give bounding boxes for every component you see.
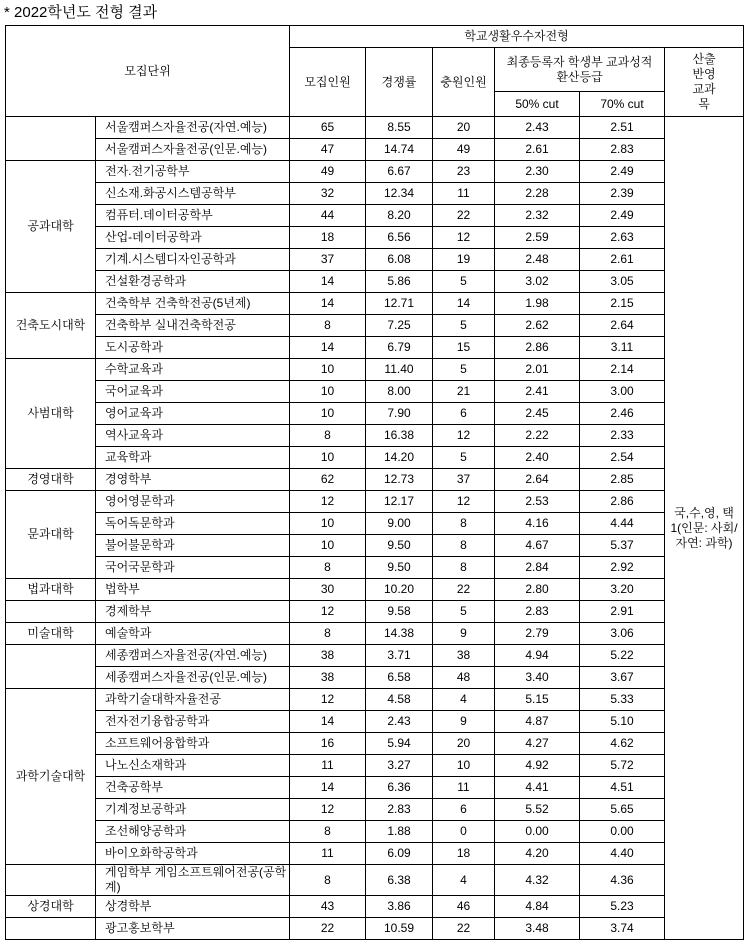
department-cell: 산업-데이터공학과 [96, 227, 290, 249]
table-row [6, 733, 744, 755]
ratio-cell: 9.50 [366, 535, 433, 557]
quota-cell: 22 [290, 918, 366, 940]
table-row [6, 293, 744, 315]
table-row [6, 777, 744, 799]
table-row [6, 645, 744, 667]
header-extra: 충원인원 [433, 48, 495, 117]
cut70-cell: 2.91 [580, 601, 665, 623]
extra-cell: 5 [433, 359, 495, 381]
cut50-cell: 4.87 [495, 711, 580, 733]
quota-cell: 38 [290, 645, 366, 667]
cut50-cell: 2.01 [495, 359, 580, 381]
department-cell: 건설환경공학과 [96, 271, 290, 293]
cut50-cell: 2.62 [495, 315, 580, 337]
cut50-cell: 2.41 [495, 381, 580, 403]
table-row [6, 381, 744, 403]
quota-cell: 8 [290, 557, 366, 579]
department-cell: 과학기술대학자율전공 [96, 689, 290, 711]
extra-cell: 8 [433, 513, 495, 535]
ratio-cell: 1.88 [366, 821, 433, 843]
college-cell [6, 865, 96, 896]
quota-cell: 49 [290, 161, 366, 183]
extra-cell: 12 [433, 491, 495, 513]
extra-cell: 49 [433, 139, 495, 161]
admission-results-table [5, 25, 744, 940]
quota-cell: 14 [290, 711, 366, 733]
cut70-cell: 2.54 [580, 447, 665, 469]
cut50-cell: 4.27 [495, 733, 580, 755]
extra-cell: 21 [433, 381, 495, 403]
table-row [6, 359, 744, 381]
ratio-cell: 12.17 [366, 491, 433, 513]
extra-cell: 37 [433, 469, 495, 491]
cut50-cell: 2.83 [495, 601, 580, 623]
quota-cell: 32 [290, 183, 366, 205]
extra-cell: 19 [433, 249, 495, 271]
cut70-cell: 4.62 [580, 733, 665, 755]
header-track: 학교생활우수자전형 [290, 26, 744, 48]
cut50-cell: 2.64 [495, 469, 580, 491]
department-cell: 법학부 [96, 579, 290, 601]
cut50-cell: 4.41 [495, 777, 580, 799]
department-cell: 국어국문학과 [96, 557, 290, 579]
cut50-cell: 2.61 [495, 139, 580, 161]
cut50-cell: 2.59 [495, 227, 580, 249]
department-cell: 건축공학부 [96, 777, 290, 799]
department-cell: 기계정보공학과 [96, 799, 290, 821]
table-row [6, 491, 744, 513]
college-cell [6, 601, 96, 623]
table-row [6, 896, 744, 918]
ratio-cell: 12.71 [366, 293, 433, 315]
cut70-cell: 5.65 [580, 799, 665, 821]
department-cell: 세종캠퍼스자율전공(인문.예능) [96, 667, 290, 689]
cut70-cell: 2.64 [580, 315, 665, 337]
header-cut50: 50% cut [495, 92, 580, 117]
extra-cell: 5 [433, 447, 495, 469]
extra-cell: 22 [433, 579, 495, 601]
table-row [6, 249, 744, 271]
ratio-cell: 6.38 [366, 865, 433, 896]
quota-cell: 12 [290, 601, 366, 623]
quota-cell: 8 [290, 821, 366, 843]
quota-cell: 14 [290, 293, 366, 315]
quota-cell: 37 [290, 249, 366, 271]
quota-cell: 43 [290, 896, 366, 918]
quota-cell: 18 [290, 227, 366, 249]
extra-cell: 5 [433, 601, 495, 623]
table-row [6, 865, 744, 896]
cut70-cell: 2.83 [580, 139, 665, 161]
department-cell: 예술학과 [96, 623, 290, 645]
extra-cell: 6 [433, 403, 495, 425]
department-cell: 전자전기융합공학과 [96, 711, 290, 733]
cut50-cell: 5.52 [495, 799, 580, 821]
header-grade: 최종등록자 학생부 교과성적 환산등급 [495, 48, 665, 92]
cut50-cell: 4.94 [495, 645, 580, 667]
college-cell: 경영대학 [6, 469, 96, 491]
cut70-cell: 3.05 [580, 271, 665, 293]
table-row [6, 403, 744, 425]
ratio-cell: 5.94 [366, 733, 433, 755]
cut70-cell: 4.36 [580, 865, 665, 896]
ratio-cell: 16.38 [366, 425, 433, 447]
ratio-cell: 6.36 [366, 777, 433, 799]
college-cell [6, 645, 96, 689]
cut70-cell: 5.37 [580, 535, 665, 557]
ratio-cell: 14.20 [366, 447, 433, 469]
ratio-cell: 2.83 [366, 799, 433, 821]
cut70-cell: 2.92 [580, 557, 665, 579]
cut50-cell: 2.30 [495, 161, 580, 183]
quota-cell: 14 [290, 271, 366, 293]
ratio-cell: 8.00 [366, 381, 433, 403]
cut50-cell: 5.15 [495, 689, 580, 711]
ratio-cell: 9.50 [366, 557, 433, 579]
ratio-cell: 14.38 [366, 623, 433, 645]
cut50-cell: 3.48 [495, 918, 580, 940]
ratio-cell: 6.79 [366, 337, 433, 359]
cut70-cell: 2.15 [580, 293, 665, 315]
table-row [6, 183, 744, 205]
quota-cell: 10 [290, 359, 366, 381]
department-cell: 국어교육과 [96, 381, 290, 403]
cut50-cell: 4.32 [495, 865, 580, 896]
quota-cell: 14 [290, 777, 366, 799]
ratio-cell: 6.56 [366, 227, 433, 249]
cut50-cell: 0.00 [495, 821, 580, 843]
extra-cell: 12 [433, 425, 495, 447]
cut50-cell: 4.92 [495, 755, 580, 777]
quota-cell: 10 [290, 535, 366, 557]
extra-cell: 46 [433, 896, 495, 918]
table-row [6, 623, 744, 645]
ratio-cell: 7.25 [366, 315, 433, 337]
cut50-cell: 2.84 [495, 557, 580, 579]
table-row [6, 843, 744, 865]
cut70-cell: 3.67 [580, 667, 665, 689]
department-cell: 기계.시스템디자인공학과 [96, 249, 290, 271]
table-row [6, 689, 744, 711]
quota-cell: 14 [290, 337, 366, 359]
table-row [6, 799, 744, 821]
table-row [6, 161, 744, 183]
department-cell: 건축학부 건축학전공(5년제) [96, 293, 290, 315]
cut70-cell: 2.63 [580, 227, 665, 249]
ratio-cell: 14.74 [366, 139, 433, 161]
cut50-cell: 2.48 [495, 249, 580, 271]
ratio-cell: 7.90 [366, 403, 433, 425]
quota-cell: 12 [290, 799, 366, 821]
quota-cell: 8 [290, 425, 366, 447]
quota-cell: 8 [290, 623, 366, 645]
department-cell: 컴퓨터.데이터공학부 [96, 205, 290, 227]
quota-cell: 16 [290, 733, 366, 755]
department-cell: 영어영문학과 [96, 491, 290, 513]
ratio-cell: 9.58 [366, 601, 433, 623]
quota-cell: 11 [290, 843, 366, 865]
cut70-cell: 2.86 [580, 491, 665, 513]
table-row [6, 315, 744, 337]
table-row [6, 755, 744, 777]
cut50-cell: 4.20 [495, 843, 580, 865]
ratio-cell: 3.86 [366, 896, 433, 918]
table-row [6, 271, 744, 293]
extra-cell: 14 [433, 293, 495, 315]
header-unit: 모집단위 [6, 26, 290, 117]
cut70-cell: 5.22 [580, 645, 665, 667]
quota-cell: 10 [290, 513, 366, 535]
extra-cell: 4 [433, 865, 495, 896]
quota-cell: 47 [290, 139, 366, 161]
cut50-cell: 2.45 [495, 403, 580, 425]
quota-cell: 10 [290, 381, 366, 403]
department-cell: 경영학부 [96, 469, 290, 491]
header-ratio: 경쟁률 [366, 48, 433, 117]
quota-cell: 11 [290, 755, 366, 777]
extra-cell: 15 [433, 337, 495, 359]
cut70-cell: 3.00 [580, 381, 665, 403]
cut50-cell: 2.32 [495, 205, 580, 227]
ratio-cell: 12.34 [366, 183, 433, 205]
cut50-cell: 3.02 [495, 271, 580, 293]
quota-cell: 8 [290, 315, 366, 337]
header-subjects: 산출 반영 교과목 [665, 48, 744, 117]
ratio-cell: 9.00 [366, 513, 433, 535]
ratio-cell: 6.67 [366, 161, 433, 183]
department-cell: 독어독문학과 [96, 513, 290, 535]
cut70-cell: 5.23 [580, 896, 665, 918]
department-cell: 세종캠퍼스자율전공(자연.예능) [96, 645, 290, 667]
cut50-cell: 4.84 [495, 896, 580, 918]
department-cell: 불어불문학과 [96, 535, 290, 557]
department-cell: 게임학부 게임소프트웨어전공(공학계) [96, 865, 290, 896]
cut50-cell: 2.22 [495, 425, 580, 447]
ratio-cell: 3.27 [366, 755, 433, 777]
table-row [6, 535, 744, 557]
table-row [6, 227, 744, 249]
department-cell: 역사교육과 [96, 425, 290, 447]
ratio-cell: 4.58 [366, 689, 433, 711]
ratio-cell: 12.73 [366, 469, 433, 491]
extra-cell: 38 [433, 645, 495, 667]
header-cut70: 70% cut [580, 92, 665, 117]
cut50-cell: 4.16 [495, 513, 580, 535]
department-cell: 상경학부 [96, 896, 290, 918]
extra-cell: 22 [433, 918, 495, 940]
cut70-cell: 3.06 [580, 623, 665, 645]
quota-cell: 12 [290, 491, 366, 513]
cut70-cell: 4.44 [580, 513, 665, 535]
cut70-cell: 2.39 [580, 183, 665, 205]
department-cell: 소프트웨어융합학과 [96, 733, 290, 755]
extra-cell: 4 [433, 689, 495, 711]
department-cell: 영어교육과 [96, 403, 290, 425]
department-cell: 바이오화학공학과 [96, 843, 290, 865]
cut70-cell: 2.51 [580, 117, 665, 139]
quota-cell: 62 [290, 469, 366, 491]
cut70-cell: 5.10 [580, 711, 665, 733]
college-cell: 과학기술대학 [6, 689, 96, 865]
ratio-cell: 5.86 [366, 271, 433, 293]
cut70-cell: 3.11 [580, 337, 665, 359]
quota-cell: 44 [290, 205, 366, 227]
extra-cell: 23 [433, 161, 495, 183]
ratio-cell: 6.58 [366, 667, 433, 689]
cut70-cell: 2.46 [580, 403, 665, 425]
cut50-cell: 1.98 [495, 293, 580, 315]
cut70-cell: 2.49 [580, 161, 665, 183]
ratio-cell: 6.08 [366, 249, 433, 271]
table-row [6, 579, 744, 601]
department-cell: 신소재.화공시스템공학부 [96, 183, 290, 205]
ratio-cell: 10.59 [366, 918, 433, 940]
table-row [6, 557, 744, 579]
cut50-cell: 2.80 [495, 579, 580, 601]
table-row [6, 711, 744, 733]
extra-cell: 11 [433, 183, 495, 205]
extra-cell: 20 [433, 117, 495, 139]
college-cell [6, 918, 96, 940]
college-cell: 사범대학 [6, 359, 96, 469]
quota-cell: 8 [290, 865, 366, 896]
quota-cell: 65 [290, 117, 366, 139]
extra-cell: 0 [433, 821, 495, 843]
ratio-cell: 10.20 [366, 579, 433, 601]
cut70-cell: 5.72 [580, 755, 665, 777]
cut70-cell: 4.40 [580, 843, 665, 865]
table-row [6, 139, 744, 161]
extra-cell: 18 [433, 843, 495, 865]
extra-cell: 10 [433, 755, 495, 777]
ratio-cell: 3.71 [366, 645, 433, 667]
table-row [6, 513, 744, 535]
cut70-cell: 2.61 [580, 249, 665, 271]
cut50-cell: 2.86 [495, 337, 580, 359]
department-cell: 전자.전기공학부 [96, 161, 290, 183]
quota-cell: 38 [290, 667, 366, 689]
table-row [6, 425, 744, 447]
cut70-cell: 2.85 [580, 469, 665, 491]
table-row [6, 447, 744, 469]
college-cell: 공과대학 [6, 161, 96, 293]
ratio-cell: 8.55 [366, 117, 433, 139]
ratio-cell: 11.40 [366, 359, 433, 381]
cut50-cell: 2.79 [495, 623, 580, 645]
extra-cell: 5 [433, 271, 495, 293]
cut70-cell: 2.33 [580, 425, 665, 447]
extra-cell: 6 [433, 799, 495, 821]
quota-cell: 12 [290, 689, 366, 711]
department-cell: 건축학부 실내건축학전공 [96, 315, 290, 337]
ratio-cell: 6.09 [366, 843, 433, 865]
cut70-cell: 2.49 [580, 205, 665, 227]
extra-cell: 22 [433, 205, 495, 227]
cut50-cell: 2.53 [495, 491, 580, 513]
department-cell: 수학교육과 [96, 359, 290, 381]
extra-cell: 9 [433, 711, 495, 733]
department-cell: 나노신소재학과 [96, 755, 290, 777]
page-title: * 2022학년도 전형 결과 [4, 4, 158, 21]
extra-cell: 9 [433, 623, 495, 645]
cut70-cell: 4.51 [580, 777, 665, 799]
cut50-cell: 2.40 [495, 447, 580, 469]
cut70-cell: 3.20 [580, 579, 665, 601]
extra-cell: 48 [433, 667, 495, 689]
quota-cell: 30 [290, 579, 366, 601]
table-row [6, 337, 744, 359]
table-row [6, 821, 744, 843]
cut50-cell: 2.28 [495, 183, 580, 205]
cut50-cell: 2.43 [495, 117, 580, 139]
cut70-cell: 2.14 [580, 359, 665, 381]
extra-cell: 5 [433, 315, 495, 337]
department-cell: 서울캠퍼스자율전공(인문.예능) [96, 139, 290, 161]
header-quota: 모집인원 [290, 48, 366, 117]
ratio-cell: 2.43 [366, 711, 433, 733]
cut70-cell: 0.00 [580, 821, 665, 843]
table-row [6, 601, 744, 623]
quota-cell: 10 [290, 403, 366, 425]
extra-cell: 12 [433, 227, 495, 249]
college-cell: 건축도시대학 [6, 293, 96, 359]
college-cell [6, 117, 96, 161]
department-cell: 교육학과 [96, 447, 290, 469]
table-row [6, 667, 744, 689]
cut50-cell: 4.67 [495, 535, 580, 557]
ratio-cell: 8.20 [366, 205, 433, 227]
extra-cell: 8 [433, 557, 495, 579]
college-cell: 법과대학 [6, 579, 96, 601]
table-row [6, 918, 744, 940]
cut70-cell: 3.74 [580, 918, 665, 940]
department-cell: 광고홍보학부 [96, 918, 290, 940]
college-cell: 상경대학 [6, 896, 96, 918]
cut50-cell: 3.40 [495, 667, 580, 689]
extra-cell: 20 [433, 733, 495, 755]
department-cell: 도시공학과 [96, 337, 290, 359]
table-row [6, 205, 744, 227]
subjects-cell: 국,수,영, 택1(인문: 사회/자연: 과학) [665, 117, 744, 940]
cut70-cell: 5.33 [580, 689, 665, 711]
department-cell: 경제학부 [96, 601, 290, 623]
table-body [6, 117, 744, 940]
extra-cell: 8 [433, 535, 495, 557]
extra-cell: 11 [433, 777, 495, 799]
table-row [6, 117, 744, 139]
department-cell: 서울캠퍼스자율전공(자연.예능) [96, 117, 290, 139]
college-cell: 문과대학 [6, 491, 96, 579]
college-cell: 미술대학 [6, 623, 96, 645]
quota-cell: 10 [290, 447, 366, 469]
table-row [6, 469, 744, 491]
department-cell: 조선해양공학과 [96, 821, 290, 843]
